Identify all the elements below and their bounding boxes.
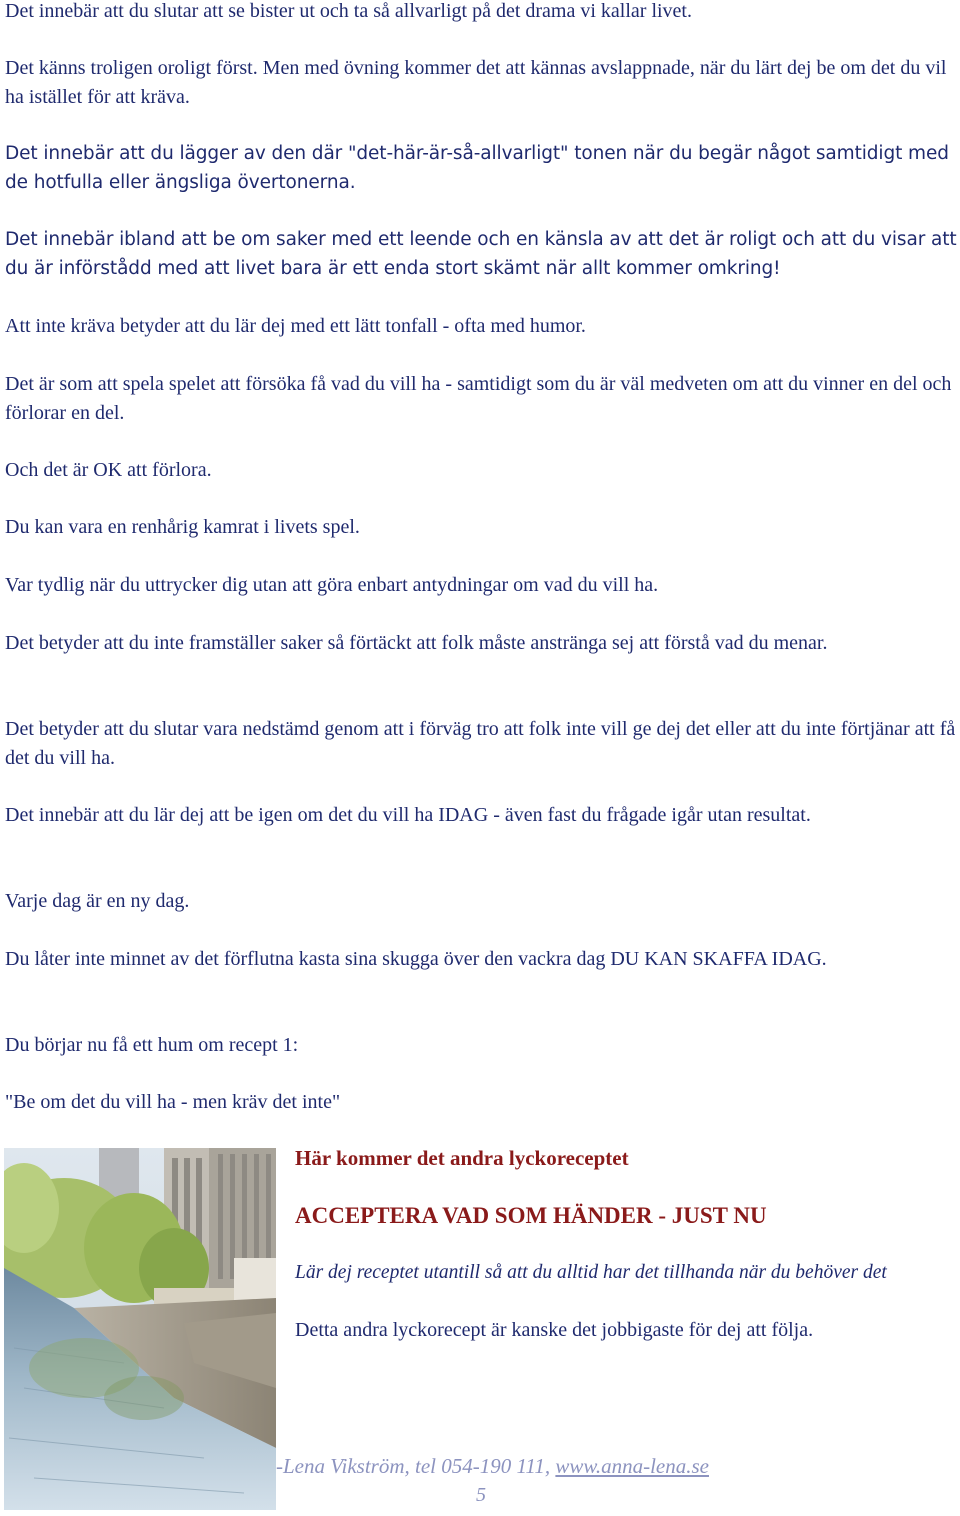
recipe-title: ACCEPTERA VAD SOM HÄNDER - JUST NU — [295, 1203, 767, 1228]
recipe-note: Lär dej receptet utantill så att du alltid har det tillhanda när du behöver det — [295, 1262, 887, 1283]
paragraph-1: Det innebär att du slutar att se bister ut och ta så allvarligt på det drama vi kallar livet. — [5, 0, 692, 22]
paragraph-14: Du låter inte minnet av det förflutna kasta sina skugga över den vackra dag DU KAN SKAFFA IDAG. — [5, 948, 827, 970]
paragraph-9: Var tydlig när du uttrycker dig utan att göra enbart antydningar om vad du vill ha. — [5, 574, 659, 596]
paragraph-12: Det innebär att du lär dej att be igen om det du vill ha IDAG - även fast du frågade igår utan resultat. — [5, 804, 811, 826]
paragraph-8: Du kan vara en renhårig kamrat i livets spel. — [5, 516, 360, 538]
paragraph-7: Och det är OK att förlora. — [5, 459, 212, 481]
page-number: 5 — [476, 1484, 486, 1506]
footer-contact — [276, 1454, 709, 1479]
paragraph-6: Det är som att spela spelet att försöka få vad du vill ha - samtidigt som du är väl medveten om att du vinner en del och förlorar en del. — [5, 373, 952, 424]
recipe-heading: Här kommer det andra lyckoreceptet — [295, 1146, 629, 1170]
footer-contact-text: -Lena Vikström, tel 054-190 111, — [276, 1454, 556, 1478]
paragraph-10: Det betyder att du inte framställer saker så förtäckt att folk måste anstränga sej att förstå vad du menar. — [5, 632, 828, 654]
paragraph-13: Varje dag är en ny dag. — [5, 890, 190, 912]
paragraph-16: "Be om det du vill ha - men kräv det inte" — [5, 1091, 341, 1113]
website-link[interactable]: www.anna-lena.se — [555, 1454, 709, 1478]
paragraph-2: Det känns troligen oroligt först. Men med övning kommer det att kännas avslappnade, när du lärt dej be om det du vil ha istället för att kräva. — [5, 57, 947, 108]
paragraph-4: Det innebär ibland att be om saker med ett leende och en känsla av att det är roligt och att du visar att du är införstådd med att livet bara är ett enda stort skämt när allt kommer omkring! — [5, 229, 957, 279]
paragraph-3: Det innebär att du lägger av den där "det-här-är-så-allvarligt" tonen när du begär något samtidigt med de hotfulla eller ängsliga övertonerna. — [5, 143, 949, 193]
paragraph-11: Det betyder att du slutar vara nedstämd genom att i förväg tro att folk inte vill ge dej det eller att du inte förtjänar att få det du vill ha. — [5, 718, 956, 769]
paragraph-15: Du börjar nu få ett hum om recept 1: — [5, 1034, 299, 1056]
paragraph-5: Att inte kräva betyder att du lär dej med ett lätt tonfall - ofta med humor. — [5, 315, 586, 337]
recipe-intro: Detta andra lyckorecept är kanske det jobbigaste för dej att följa. — [295, 1319, 814, 1341]
canal-photo — [4, 1148, 276, 1510]
